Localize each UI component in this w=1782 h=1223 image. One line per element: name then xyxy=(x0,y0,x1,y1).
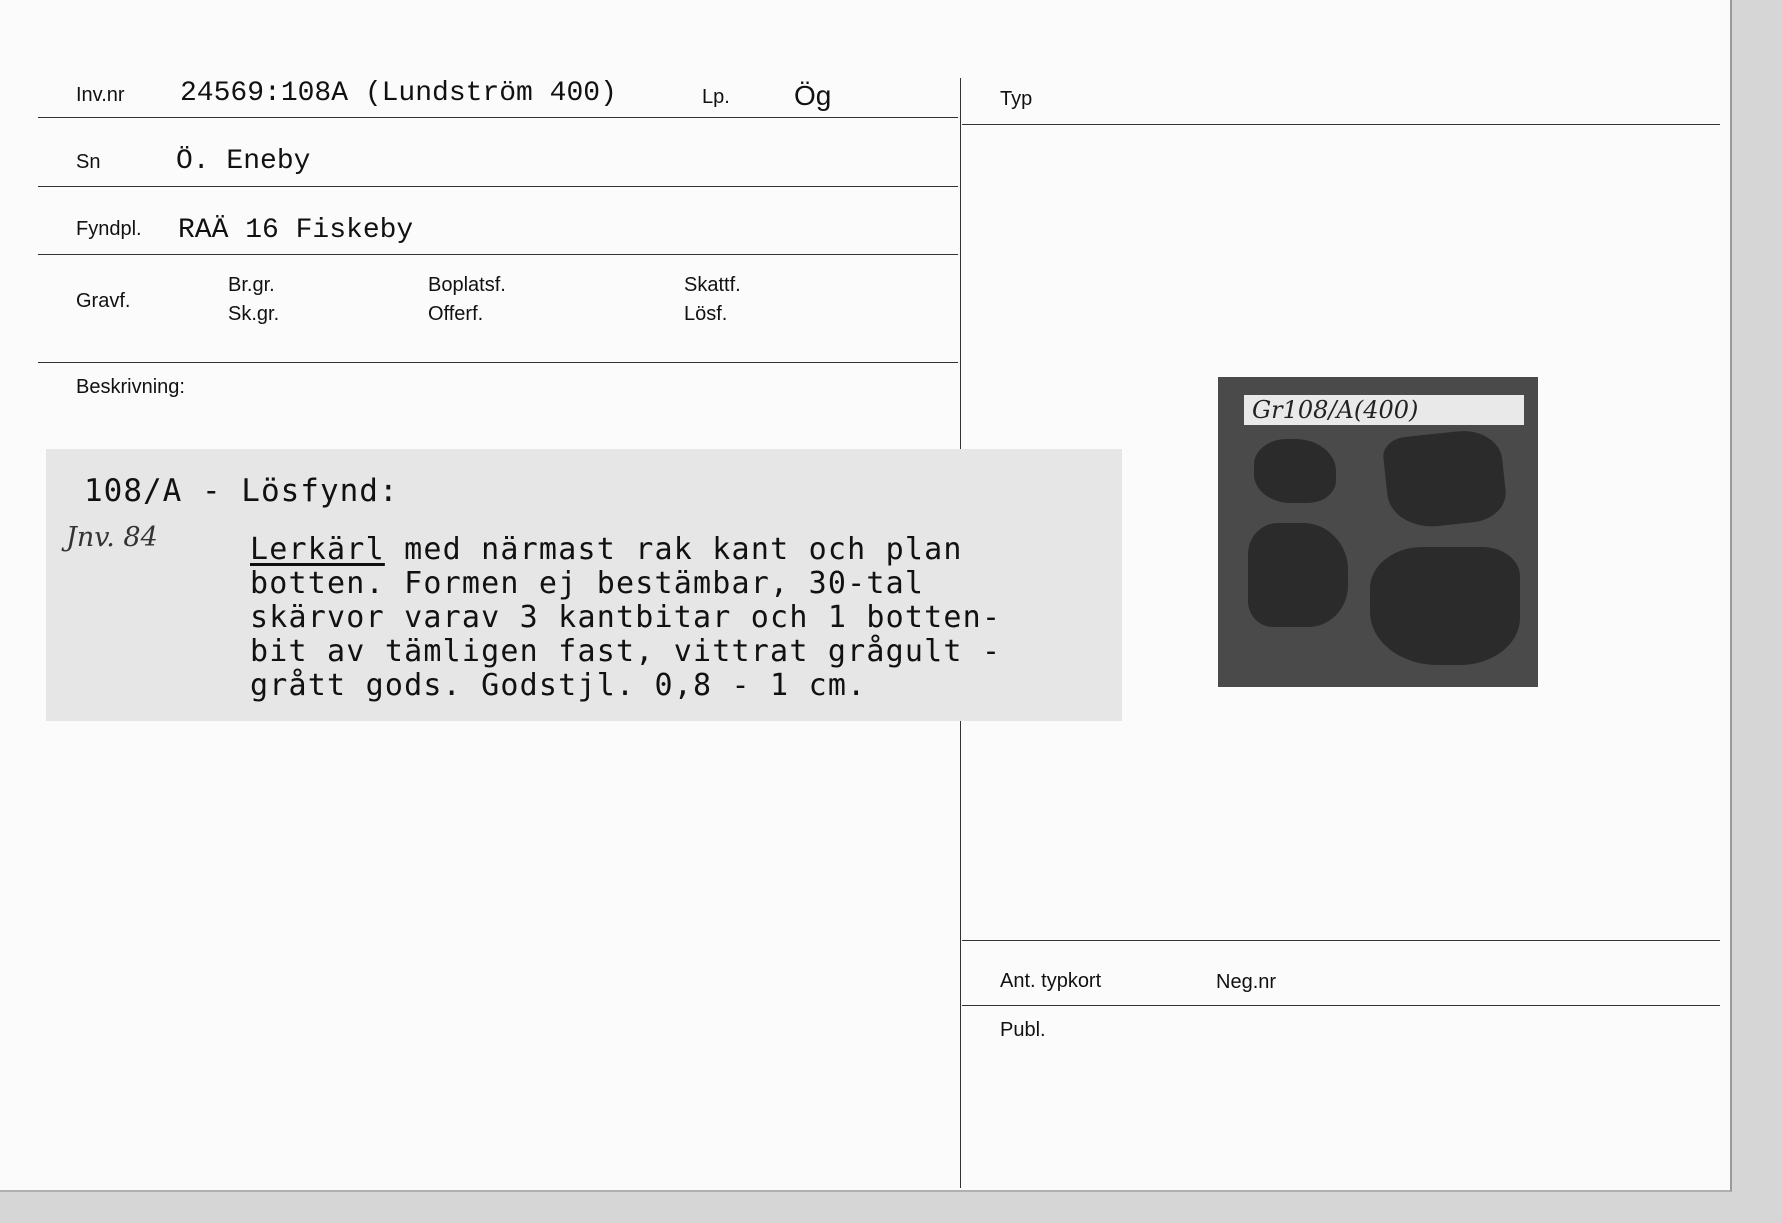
typ-label: Typ xyxy=(1000,88,1033,110)
boplatsf-label: Boplatsf. xyxy=(428,274,506,296)
ant-typkort-label: Ant. typkort xyxy=(1000,970,1102,992)
photo-label: Gr108/A(400) xyxy=(1244,395,1524,425)
fyndpl-label: Fyndpl. xyxy=(76,218,142,240)
sherd-2 xyxy=(1382,427,1509,531)
skattf-label: Skattf. xyxy=(684,274,741,296)
fyndpl-value: RAÄ 16 Fiskeby xyxy=(178,215,414,246)
sn-label: Sn xyxy=(76,151,101,173)
gravf-label: Gravf. xyxy=(76,290,131,312)
negnr-label: Neg.nr xyxy=(1216,971,1277,993)
rule-inv xyxy=(38,117,958,118)
description-first-word: Lerkärl xyxy=(250,532,385,567)
sherds-photo xyxy=(1218,377,1538,687)
sherd-3 xyxy=(1248,523,1348,627)
handwritten-inv-note: Jnv. 84 xyxy=(66,522,158,553)
sn-value: Ö. Eneby xyxy=(176,146,311,177)
description-line-1-rest: med närmast rak kant och plan xyxy=(384,532,963,567)
rule-typ xyxy=(962,124,1720,125)
rule-gravf xyxy=(38,362,958,363)
skgr-label: Sk.gr. xyxy=(228,303,280,325)
lp-value: Ög xyxy=(794,80,832,111)
description-line-3: skärvor varav 3 kantbitar och 1 botten- xyxy=(250,600,1002,635)
rule-fyndpl xyxy=(38,254,958,255)
offerf-label: Offerf. xyxy=(428,303,484,325)
sherd-4 xyxy=(1370,547,1520,665)
description-heading: 108/A - Lösfynd: xyxy=(84,473,399,509)
description-line-5: grått gods. Godstjl. 0,8 - 1 cm. xyxy=(250,668,867,703)
brgr-label: Br.gr. xyxy=(228,274,275,296)
inv-label: Inv.nr xyxy=(76,84,125,106)
rule-sn xyxy=(38,186,958,187)
sherd-1 xyxy=(1254,439,1336,503)
rule-ant-typkort-top xyxy=(962,940,1720,941)
description-line-1 xyxy=(250,532,963,567)
description-line-2: botten. Formen ej bestämbar, 30-tal xyxy=(250,566,925,601)
losf-label: Lösf. xyxy=(684,303,728,325)
description-line-4: bit av tämligen fast, vittrat grågult - xyxy=(250,634,1002,669)
lp-label: Lp. xyxy=(702,86,730,108)
rule-publ-top xyxy=(962,1005,1720,1006)
beskrivning-label: Beskrivning: xyxy=(76,376,185,398)
inv-value: 24569:108A (Lundström 400) xyxy=(180,78,617,109)
publ-label: Publ. xyxy=(1000,1019,1046,1041)
